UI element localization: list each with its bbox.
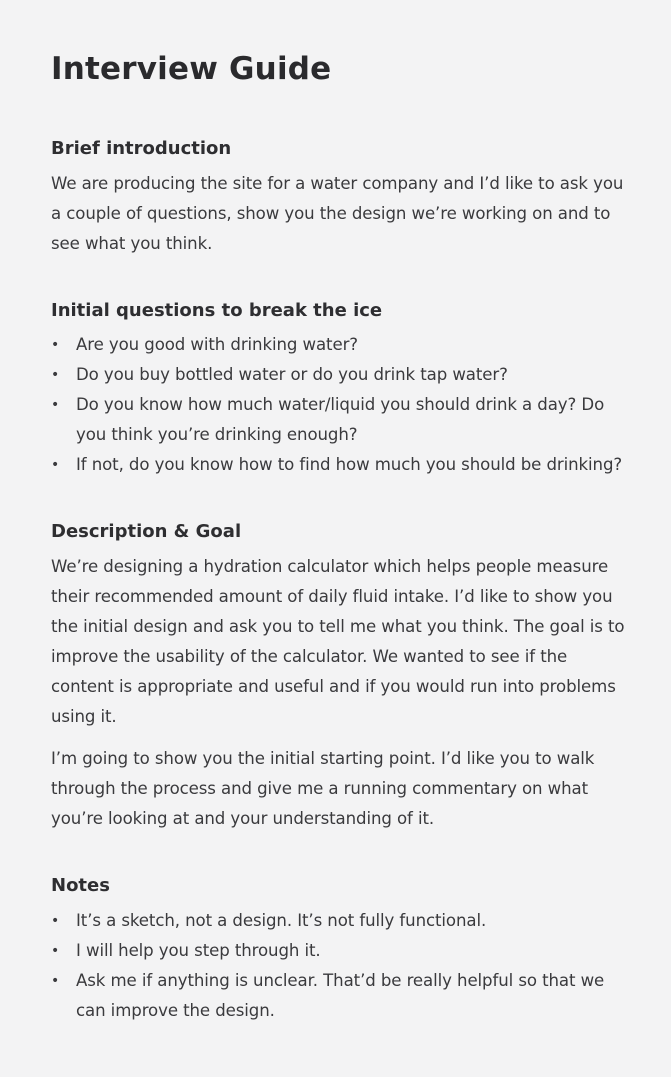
list-item-text: If not, do you know how to find how much you should be drinking?	[76, 455, 623, 474]
bullet-icon: •	[51, 397, 60, 413]
list-item	[51, 936, 625, 966]
list-item	[51, 966, 625, 1026]
bullet-icon: •	[51, 457, 60, 473]
page-title: Interview Guide	[51, 51, 332, 87]
bullet-icon: •	[51, 367, 60, 383]
section-heading: Description & Goal	[51, 521, 242, 542]
list-item-text: Are you good with drinking water?	[76, 335, 358, 354]
list-item	[51, 906, 625, 936]
section-heading: Notes	[51, 875, 110, 896]
list-item-text: Do you buy bottled water or do you drink tap water?	[76, 365, 508, 384]
section-notes	[51, 874, 625, 1026]
section-heading: Initial questions to break the ice	[51, 300, 383, 321]
section-heading: Brief introduction	[51, 138, 232, 159]
list-item	[51, 390, 625, 450]
list-item-text: Do you know how much water/liquid you should drink a day? Do you think you’re drinking enough?	[76, 395, 605, 444]
list-item-text: I will help you step through it.	[76, 941, 321, 960]
notes-list	[51, 906, 625, 1026]
list-item-text: It’s a sketch, not a design. It’s not fully functional.	[76, 911, 487, 930]
section-paragraph: We are producing the site for a water company and I’d like to ask you a couple of questions, show you the design we’re working on and to see what you think.	[51, 174, 624, 253]
list-item	[51, 330, 625, 360]
list-item	[51, 450, 625, 480]
bullet-icon: •	[51, 943, 60, 959]
section-paragraph: I’m going to show you the initial starting point. I’d like you to walk through the process and give me a running commentary on what you’re looking at and your understanding of it.	[51, 749, 595, 828]
section-initial-questions	[51, 299, 625, 480]
list-item	[51, 360, 625, 390]
question-list	[51, 330, 625, 480]
section-brief-introduction	[51, 137, 625, 259]
bullet-icon: •	[51, 973, 60, 989]
section-paragraph: We’re designing a hydration calculator which helps people measure their recommended amount of daily fluid intake. I’d like to show you the initial design and ask you to tell me what you think. The goal is to improve the usability of the calculator. We wanted to see if the content is appropriate and useful and if you would run into problems using it.	[51, 557, 625, 726]
section-description-goal	[51, 520, 625, 834]
list-item-text: Ask me if anything is unclear. That’d be really helpful so that we can improve the design.	[76, 971, 605, 1020]
bullet-icon: •	[51, 337, 60, 353]
bullet-icon: •	[51, 913, 60, 929]
